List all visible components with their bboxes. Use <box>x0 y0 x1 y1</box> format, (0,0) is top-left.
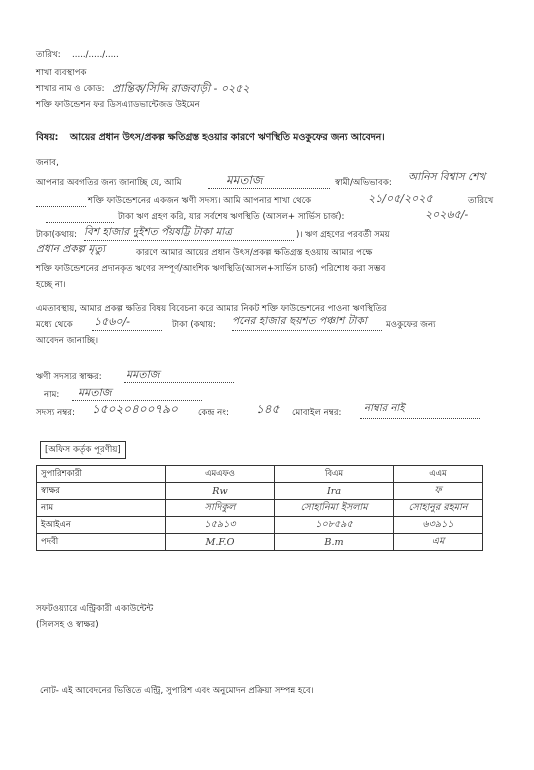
date-label: তারিখ: <box>36 50 61 60</box>
office-label: [অফিস কর্তৃক পূরণীয়] <box>40 441 126 459</box>
p1-g: )। ঋণ গ্রহণের পরবর্তী সময় <box>296 230 390 240</box>
p1-f: টাকা(কথায়: <box>36 230 78 240</box>
org-name: শক্তি ফাউন্ডেশন ফর ডিসএ্যাডভান্টেজড উইমেন <box>36 100 200 110</box>
mobile-label: মোবাইল নম্বর: <box>292 408 342 418</box>
p2-a: এমতাবস্থায়, আমার প্রকল্প ক্ষতির বিষয় বিবেচনা করে আমার নিকট শক্তি ফাউন্ডেশনের পাওনা ঋণস্থিতির <box>36 304 387 314</box>
p1-a: আপনার অবগতির জন্য জানাচ্ছি যে, আমি <box>36 178 182 188</box>
member-sig-dots <box>124 382 234 383</box>
table-cell: সোহানুর রহমান <box>394 500 483 517</box>
table-cell: ৬৩৯১১ <box>394 517 483 534</box>
p2-e: আবেদন জানাচ্ছি। <box>36 336 99 346</box>
waive-words-dots <box>232 330 382 331</box>
balance-words-dots <box>84 240 294 241</box>
table-header-cell: এএম <box>394 466 483 483</box>
subject-label: বিষয়: <box>36 132 59 143</box>
table-cell: ১০৮৫৯৫ <box>275 517 394 534</box>
footer-note: নোট- এই আবেদনের ভিত্তিতে এন্ট্রি, সুপারিশ এবং অনুমোদন প্রক্রিয়া সম্পন্ন হবে। <box>40 686 314 696</box>
balance-words: বিশ হাজার দুইশত পঁয়ষট্টি টাকা মাত্র <box>84 226 233 238</box>
table-row <box>37 517 483 534</box>
mobile-value: নাম্বার নাই <box>364 403 405 414</box>
p1-i: শক্তি ফাউন্ডেশনের প্রদানকৃত ঋণের সম্পূর্ণ/আংশিক ঋণস্থিতি(আসল+সার্ভিস চার্জ) পরিশোধ করা সম্ভব <box>36 264 386 274</box>
table-row <box>37 534 483 551</box>
recommendation-table <box>36 465 483 551</box>
cause-value: প্রধান প্রকল্প মৃত্যু <box>36 243 106 255</box>
member-name-label: নাম: <box>44 390 60 400</box>
table-cell: M.F.O <box>166 534 275 551</box>
manager-label: শাখা ব্যবস্থাপক <box>36 68 87 78</box>
p1-e: টাকা ঋণ গ্রহণ করি, যার সর্বশেষ ঋণস্থিতি (আসল+ সার্ভিস চার্জ): <box>118 212 345 222</box>
member-number: ১৫০২০৪০০৭৯০ <box>92 402 178 416</box>
center-label: কেন্দ্র নং: <box>198 408 229 418</box>
table-cell: ১৫৯১৩ <box>166 517 275 534</box>
p1-d: তারিখে <box>468 196 494 206</box>
p1-b: স্বামী/অভিভাবক: <box>335 178 392 188</box>
table-header-cell: সুপারিশকারী <box>37 466 166 483</box>
branch-value: প্রান্তিক/সিদ্দি রাজবাড়ী - ০২৫২ <box>112 82 250 95</box>
member-name: মমতাজ <box>78 386 112 399</box>
table-cell: Ira <box>275 483 394 500</box>
table-header-row <box>37 466 483 483</box>
member-sig-label: ঋণী সদস্যর স্বাক্ষর: <box>36 372 102 382</box>
branch-label: শাখার নাম ও কোড: <box>36 84 105 94</box>
table-cell: সোহানিমা ইসলাম <box>275 500 394 517</box>
table-row <box>37 483 483 500</box>
table-row-label: ইআইএন <box>37 517 166 534</box>
applicant-name: মমতাজ <box>226 173 263 187</box>
table-cell: সাদিকুল <box>166 500 275 517</box>
p2-b: মধ্যে থেকে <box>36 320 73 330</box>
table-cell: এম <box>394 534 483 551</box>
table-cell: ফ <box>394 483 483 500</box>
table-row-label: স্বাক্ষর <box>37 483 166 500</box>
table-row-label: পদবী <box>37 534 166 551</box>
table-row-label: নাম <box>37 500 166 517</box>
loan-amount-dots <box>46 222 114 223</box>
balance-value: ২০২৬৫/- <box>425 208 469 221</box>
table-cell: B.m <box>275 534 394 551</box>
p1-c-dots <box>36 206 86 207</box>
loan-date: ২১/০৫/২০২৫ <box>368 192 433 205</box>
waive-amount-dots <box>92 330 162 331</box>
p1-h: কারণে আমার আয়ের প্রধান উৎস/প্রকল্প ক্ষতিগ্রস্ত হওয়ায় আমার পক্ষে <box>136 248 373 258</box>
table-header-cell: এমএফও <box>166 466 275 483</box>
guardian-name: আনিস বিশ্বাস শেখ <box>408 171 486 183</box>
p1-c: শক্তি ফাউন্ডেশনের একজন ঋণী সদস্য। আমি আপনার শাখা থেকে <box>88 196 312 206</box>
member-number-label: সদস্য নম্বর: <box>36 408 75 418</box>
mobile-dots <box>360 418 480 419</box>
table-cell: Rw <box>166 483 275 500</box>
date-dots: ...../...../..... <box>72 50 119 60</box>
center-value: ১৪৫ <box>256 402 280 416</box>
table-row <box>37 500 483 517</box>
waive-amount: ১৫৬০/- <box>94 315 131 328</box>
salutation: জনাব, <box>36 158 59 168</box>
p2-d: মওকুফের জন্য <box>386 320 436 330</box>
table-header-cell: বিএম <box>275 466 394 483</box>
p2-c: টাকা (কথায়: <box>172 320 216 330</box>
member-signature: মমতাজ <box>126 368 160 381</box>
subject-text: আয়ের প্রধান উৎস/প্রকল্প ক্ষতিগ্রস্ত হওয়ার কারণে ঋণস্থিতি মওকুফের জন্য আবেদন। <box>70 132 385 143</box>
waive-words: পনের হাজার ছয়শত পঞ্চাশ টাকা <box>232 315 367 327</box>
seal-label: (সিলসহ ও স্বাক্ষর) <box>36 620 99 630</box>
software-accountant-label: সফটওয়্যারে এন্ট্রিকারী একাউন্টেন্ট <box>36 604 154 614</box>
p1-j: হচ্ছে না। <box>36 280 66 290</box>
